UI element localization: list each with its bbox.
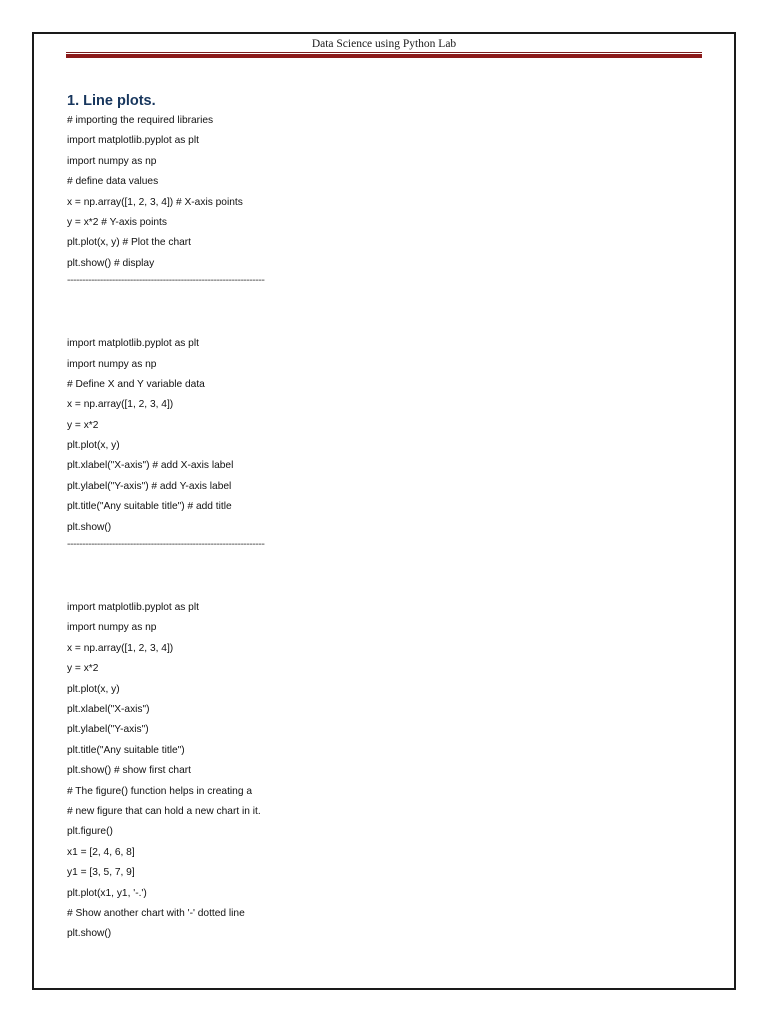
code-line: y1 = [3, 5, 7, 9] [67,867,135,879]
code-line: plt.show() [67,928,112,940]
block-gap [67,552,667,598]
code-line: plt.xlabel("X-axis") [67,703,150,715]
code-line: y = x*2 [67,663,99,675]
code-line: y = x*2 [67,419,99,431]
code-line: x1 = [2, 4, 6, 8] [67,846,135,858]
code-line: plt.title("Any suitable title") # add title [67,501,232,513]
header-rule-thin [66,52,702,53]
code-block-1 [67,111,667,334]
code-line: # Define X and Y variable data [67,378,205,390]
code-line: # define data values [67,176,159,188]
code-line: plt.plot(x, y) [67,683,120,695]
code-line: plt.show() # show first chart [67,765,191,777]
code-block-2 [67,334,667,598]
separator-line: ------------------------------------------------------------------ [67,539,265,551]
separator-line: ------------------------------------------------------------------ [67,275,265,287]
code-line: plt.plot(x, y) [67,440,120,452]
code-line: import numpy as np [67,622,157,634]
code-line: plt.plot(x, y) # Plot the chart [67,237,192,249]
code-line: plt.plot(x1, y1, '-.') [67,887,147,899]
document-content [67,91,667,945]
code-line: y = x*2 # Y-axis points [67,216,167,228]
code-line: x = np.array([1, 2, 3, 4]) [67,399,174,411]
code-block-3 [67,598,667,945]
page-header-title: Data Science using Python Lab [311,38,457,50]
block-gap [67,288,667,334]
code-line: plt.show() [67,521,112,533]
code-line: import numpy as np [67,155,157,167]
code-line: import matplotlib.pyplot as plt [67,338,199,350]
code-line: import matplotlib.pyplot as plt [67,135,199,147]
code-line: import numpy as np [67,358,157,370]
code-line: plt.ylabel("Y-axis") # add Y-axis label [67,480,232,492]
code-line: x = np.array([1, 2, 3, 4]) [67,642,174,654]
code-line: import matplotlib.pyplot as plt [67,602,199,614]
code-line: plt.title("Any suitable title") [67,744,185,756]
code-line: plt.xlabel("X-axis") # add X-axis label [67,460,234,472]
code-line: plt.figure() [67,826,113,838]
code-line: plt.show() # display [67,257,155,269]
code-line: # new figure that can hold a new chart in it. [67,805,261,817]
code-line: # The figure() function helps in creating a [67,785,252,797]
code-line: # Show another chart with '-' dotted line [67,907,245,919]
section-heading: 1. Line plots. [67,93,156,109]
header-rule-thick [66,54,702,58]
code-line: # importing the required libraries [67,115,214,126]
code-line: plt.ylabel("Y-axis") [67,724,149,736]
code-line: x = np.array([1, 2, 3, 4]) # X-axis points [67,196,243,208]
code-blocks [67,111,667,945]
